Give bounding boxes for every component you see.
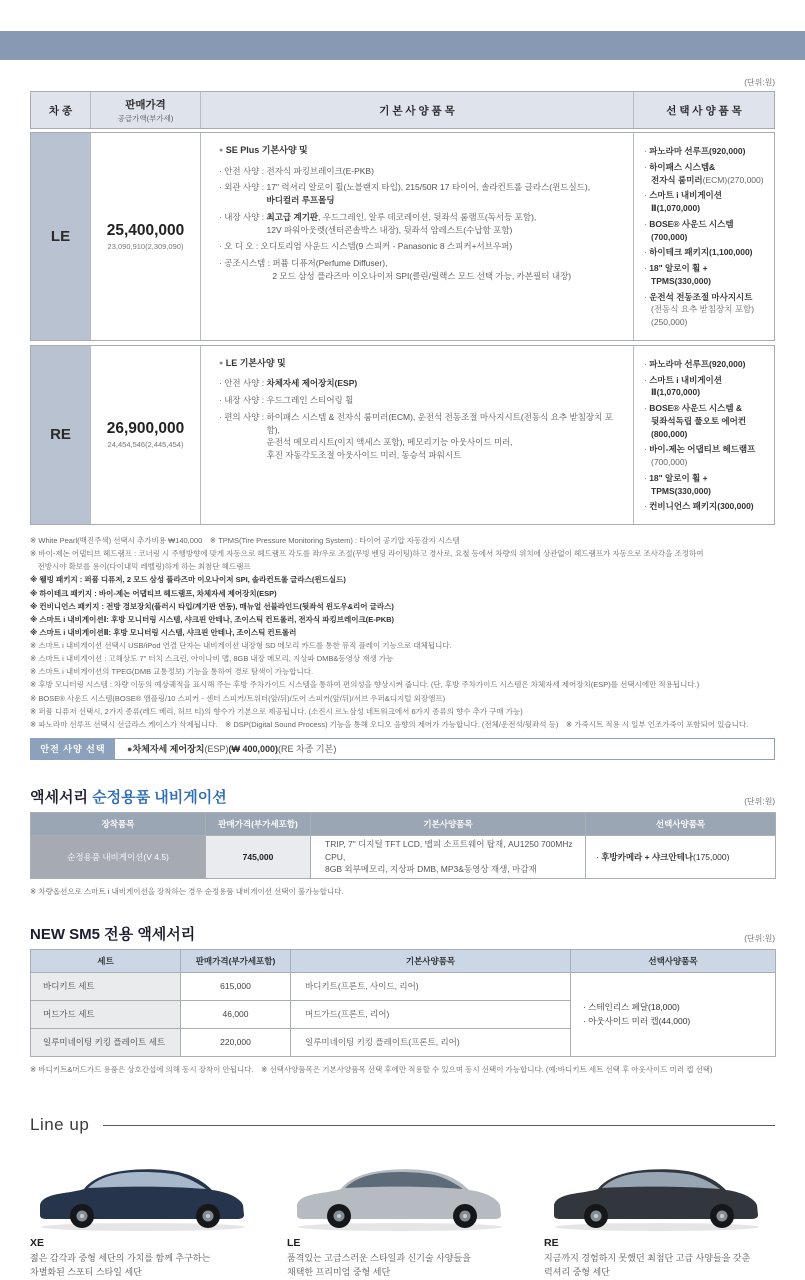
accessory-nav-title [30, 786, 227, 807]
optional-spec-list [634, 346, 774, 524]
optional-spec-list [634, 133, 774, 340]
trim-price-cell [91, 133, 201, 340]
accessory-nav-title-row [30, 786, 775, 807]
car-card-re [544, 1151, 774, 1280]
footnote-line: ※ 컨비니언스 패키지 : 전방 경보장치(플러시 타입/계기판 연동), 매뉴얼 선블라인드(뒷좌석 윈도우&리어 글라스) [30, 601, 394, 611]
basic-spec-intro: ● LE 기본사양 및 [219, 357, 286, 368]
safety-option-label: 안전 사양 선택 [31, 739, 115, 759]
footnote-line: ※ 스마트 i 내비게이션Ⅰ: 후방 모니터링 시스템, 샤크핀 안테나, 조이스틱 컨트롤러, 전자식 파킹브레이크(E-PKB) [30, 614, 395, 624]
option-item: · 파노라마 선루프(920,000) [644, 146, 746, 156]
trim-row-re [30, 345, 775, 525]
basic-spec-item: · 내장 사양 : 우드그레인 스티어링 휠 [219, 395, 354, 405]
price-spec-table [30, 91, 775, 525]
car-image-re [544, 1151, 774, 1235]
col-header-price-main: 판매가격 [125, 98, 166, 111]
option-item: · 18" 알로이 휠 + TPMS(330,000) [644, 263, 711, 286]
option-item: · 하이패스 시스템& 전자식 룸미러(ECM)(270,000) [644, 161, 764, 185]
basic-spec-item: · 오 디 오 : 오디토리엄 사운드 시스템(9 스피커 - Panasonic 8 스피커+서브우퍼) [219, 241, 513, 252]
option-item: · BOSE® 사운드 시스템(700,000) [644, 218, 734, 242]
footnote-line: ※ BOSE® 사운드 시스템(BOSE® 앰플링/10 스피커 - 센터 스피커/트위터(앞/뒤)/도어 스피커(앞/뒤)/서브 우퍼&디지털 외장앰프) [30, 693, 446, 703]
bullet-icon: ● [219, 147, 224, 154]
car-description: 지금까지 경험하지 못했던 최첨단 고급 사양들을 갖춘 럭셔리 중형 세단 [544, 1252, 751, 1277]
accessory-nav-footnote: ※ 차량옵션으로 스마트 i 내비게이션을 장착하는 경우 순정용품 내비게이션 선택이 불가능합니다. [30, 886, 344, 896]
basic-spec-item: · 안전 사양 : 차체자세 제어장치(ESP) [219, 378, 358, 389]
price-retail: 26,900,000 [106, 420, 185, 438]
unit-label-accessory-sm5: (단위:원) [744, 933, 775, 943]
accessory-nav-header-row [31, 812, 776, 835]
car-card-xe [30, 1151, 260, 1280]
safety-option-value: ● 차체자세 제어장치 (ESP) (₩ 400,000) (RE 차종 기본) [127, 743, 337, 755]
footnote-line: ※ 웰빙 패키지 : 퍼퓸 디퓨저, 2 모드 삼성 플라즈마 이오나이저 SPI, 솔라컨트롤 글라스(윈드실드) [30, 575, 346, 585]
option-item: · 하이테크 패키지(1,100,000) [644, 247, 753, 258]
trim-price-cell [91, 346, 201, 524]
accessory-nav-optional: · 후방카메라 + 샤크안테나(175,000) [586, 835, 776, 878]
car-image-le [287, 1151, 517, 1235]
accessory-sm5-name: 일루미네이팅 키킹 플레이트 세트 [31, 1028, 181, 1056]
accessory-sm5-table [30, 949, 776, 1057]
accessory-nav-price: 745,000 [206, 835, 311, 878]
footnote-line: ※ 스마트 i 내비게이션 : 고해상도 7" 터치 스크린, 아이나비 맵, 8GB 내장 메모리, 지상파 DMB&동영상 재생 가능 [30, 654, 394, 664]
basic-spec-list [201, 346, 634, 524]
accessory-nav-basic: TRIP, 7" 디지털 TFT LCD, 맵피 소프트웨어 탑재, AU1250 700MHz CPU, 8GB 외부메모리, 지상파 DMB, MP3&동영상 재생, 마감재 [311, 835, 586, 878]
trim-name: RE [31, 346, 91, 524]
basic-spec-item: · 내장 사양 : 최고급 계기판, 우드그레인, 알루 데코레이션, 뒷좌석 룸램프(독서등 포함), 12V 파워아웃렛(센터콘솔박스 내장), 뒷좌석 암레스트(수납함 포함) [219, 211, 537, 235]
car-code: LE [287, 1236, 301, 1249]
lineup-section [30, 1115, 775, 1280]
accessory-sm5-header-row [31, 949, 776, 972]
accessory-nav-header-cell: 판매가격(부가세포함) [206, 812, 311, 835]
accessory-nav-header-cell: 기본사양품목 [311, 812, 586, 835]
accessory-sm5-row [31, 972, 776, 1000]
car-code: RE [544, 1236, 559, 1249]
accessory-sm5-footnote: ※ 바디키트&머드가드 용품은 상호간섭에 의해 동시 장착이 안됩니다. ※ 선택사양품목은 기본사양품목 선택 후에만 적용할 수 있으며 동시 선택이 가능합니다. (예:바디키트 세트 선택 후 아웃사이드 미러 캡 선택) [30, 1064, 713, 1074]
accessory-nav-title-prefix: 액세서리 [30, 788, 93, 806]
price-retail: 25,400,000 [106, 221, 185, 239]
safety-option-bar [30, 738, 775, 760]
accessory-sm5-basic: 바디키트(프론트, 사이드, 리어) [291, 972, 571, 1000]
accessory-sm5-basic: 머드가드(프론트, 리어) [291, 1000, 571, 1028]
price-spec-table-header [30, 91, 775, 129]
option-item: · 바이-제논 어댑티브 헤드램프 (700,000) [644, 444, 756, 467]
price-supply: 24,454,546(2,445,454) [107, 440, 184, 450]
car-description: 품격있는 고급스러운 스타일과 신기술 사양들을 채택한 프리미엄 중형 세단 [287, 1252, 471, 1277]
footnote-line: ※ 후방 모니터링 시스템 : 차량 이동의 예상궤적을 표시해 주는 후방 주차가이드 시스템을 통하여 편의성을 향상시켜 줍니다. (단, 후방 주차가이드 시스템은 차체자세 제어장치(ESP)를 선택시에만 적용됩니다.) [30, 680, 700, 690]
basic-spec-item: · 외관 사양 : 17" 럭셔리 알로이 휠(노블랜지 타입), 215/50R 17 타이어, 솔라컨트롤 글라스(윈드실드), 바디컬러 루프몰딩 [219, 182, 591, 205]
option-item: · 컨비니언스 패키지(300,000) [644, 501, 754, 512]
accessory-sm5-title: NEW SM5 전용 액세서리 [30, 925, 196, 943]
footnote-line: ※ 스마트 i 내비게이션의 TPEG(DMB 교통정보) 기능을 통하여 경로 탐색이 가능합니다. [30, 667, 314, 677]
basic-spec-item: · 안전 사양 : 전자식 파킹브레이크(E-PKB) [219, 165, 374, 176]
footnote-line: ※ 하이테크 패키지 : 바이-제논 어댑티브 헤드램프, 차체자세 제어장치(ESP) [30, 588, 277, 598]
footnote-line: ※ 파노라마 선루프 선택시 선글라스 케이스가 삭제됩니다. ※ DSP(Digital Sound Process) 기능을 통해 오디오 음향의 제어가 가능합니다. (전체/운전석/뒷좌석 등) ※ 가죽시트 적용 시 일부 인조가죽이 포함되어 있습니다. [30, 719, 749, 729]
accessory-sm5-name: 머드가드 세트 [31, 1000, 181, 1028]
unit-label-accessory-nav: (단위:원) [744, 796, 775, 806]
accessory-sm5-basic: 일루미네이팅 키킹 플레이트(프론트, 리어) [291, 1028, 571, 1056]
col-header-price [91, 92, 201, 128]
lineup-title-row [30, 1115, 775, 1135]
accessory-sm5-price: 615,000 [181, 972, 291, 1000]
accessory-sm5-price: 46,000 [181, 1000, 291, 1028]
option-item: · 파노라마 선루프(920,000) [644, 358, 746, 369]
trim-rows [30, 132, 775, 525]
basic-spec-intro: ● SE Plus 기본사양 및 [219, 145, 308, 155]
footnote-line: ※ 스마트 i 내비게이션 선택시 USB/iPod 연결 단자는 내비게이션 내장형 SD 메모리 카드를 통한 뮤직 플레이 기능으로 대체됩니다. [30, 641, 452, 650]
option-item: · 스마트 i 내비게이션Ⅱ(1,070,000) [644, 190, 722, 213]
footnote-line: ※ 퍼퓸 디퓨저 선택시, 2가지 종류(레드 베리, 허브 티)의 향수가 기본으로 제공됩니다. (소진시 르노삼성 네트워크에서 6가지 종류의 향수 추가 구매 가능) [30, 706, 523, 716]
trim-name: LE [31, 133, 91, 340]
main-footnotes [30, 534, 775, 731]
unit-label-main: (단위:원) [744, 78, 775, 87]
lineup-title: Line up [30, 1114, 90, 1134]
basic-spec-list [201, 133, 634, 340]
accessory-sm5-header-cell: 세트 [31, 949, 181, 972]
trim-row-le [30, 132, 775, 341]
col-header-optional: 선 택 사 양 품 목 [666, 104, 742, 117]
col-header-basic: 기 본 사 양 품 목 [201, 92, 634, 128]
accessory-nav-title-highlight: 순정용품 내비게이션 [92, 788, 227, 806]
car-code: XE [30, 1236, 45, 1249]
footnote-line: ※ White Pearl(백진주색) 선택시 추가비용 ₩140,000 ※ TPMS(Tire Pressure Monitoring System) : 타이어 공기압 자동감지 시스템 [30, 536, 460, 545]
car-description: 젊은 감각과 중형 세단의 가치를 함께 추구하는 차별화된 스포티 스타일 세단 [30, 1252, 211, 1277]
option-item: · 18" 알로이 휠 + TPMS(330,000) [644, 472, 711, 496]
car-image-xe [30, 1151, 260, 1235]
accessory-nav-header-cell: 장착품목 [31, 812, 206, 835]
accessory-sm5-header-cell: 기본사양품목 [291, 949, 571, 972]
car-card-le [287, 1151, 517, 1280]
accessory-sm5-name: 바디키트 세트 [31, 972, 181, 1000]
price-supply: 23,090,910(2,309,090) [107, 241, 184, 251]
lineup-divider [103, 1125, 775, 1126]
basic-spec-item: · 편의 사양 : 하이패스 시스템 & 전자식 룸미러(ECM), 운전석 전동조절 마사지시트(전동식 요추 받침장치 포함), 운전석 메모리시트(이지 액세스 포함), 메모리기능 아웃사이드 미러, 후진 자동각도조절 아웃사이드 미러, 동승석 파워시트 [219, 411, 613, 460]
footnote-line: ※ 스마트 i 내비게이션Ⅱ: 후방 모니터링 시스템, 샤크핀 안테나, 조이스틱 컨트롤러 [30, 627, 297, 637]
brochure-page [0, 31, 805, 1280]
accessory-nav-row [31, 835, 776, 878]
col-header-price-sub: 공급가액(부가세) [117, 113, 174, 123]
bullet-icon: ● [219, 359, 224, 367]
basic-spec-item: · 공조시스템 : 퍼퓸 디퓨저(Perfume Diffuser), 2 모드 삼성 플라즈마 이오나이저 SPI(클린/릴랙스 모드 선택 가능, 카본필터 내장) [219, 258, 572, 281]
accessory-nav-table [30, 812, 776, 879]
option-item: · 운전석 전동조절 마사지시트 (전동식 요추 받침장치 포함) (250,000) [644, 291, 755, 327]
col-header-model: 차 종 [31, 92, 91, 128]
top-banner [0, 31, 805, 60]
accessory-nav-header-cell: 선택사양품목 [586, 812, 776, 835]
lineup-cards [30, 1151, 775, 1280]
accessory-nav-name: 순정용품 내비게이션(V 4.5) [31, 835, 206, 878]
footnote-line: ※ 바이-제논 어댑티브 헤드램프 : 코너링 시 주행방향에 맞게 자동으로 헤드램프 각도를 좌/우로 조절(무빙 벤딩 라이팅)하고 경사로, 요철 등에서 차량의 위치에 상관없이 헤드램프가 자동으로 조사각을 조정하여 전방시야 확보를 용이(다이내믹 레벨링)하게 하는 최첨단 헤드램프 [30, 549, 704, 572]
accessory-sm5-header-cell: 선택사양품목 [571, 949, 776, 972]
option-item: · 스마트 i 내비게이션Ⅱ(1,070,000) [644, 374, 722, 398]
accessory-sm5-header-cell: 판매가격(부가세포함) [181, 949, 291, 972]
accessory-sm5-price: 220,000 [181, 1028, 291, 1056]
accessory-sm5-optional: · 스테인리스 페달(18,000) · 아웃사이드 미러 캡(44,000) [571, 972, 776, 1056]
option-item: · BOSE® 사운드 시스템 & 뒷좌석독립 풀오토 에어컨(800,000) [644, 403, 747, 439]
accessory-sm5-title-row [30, 923, 775, 944]
